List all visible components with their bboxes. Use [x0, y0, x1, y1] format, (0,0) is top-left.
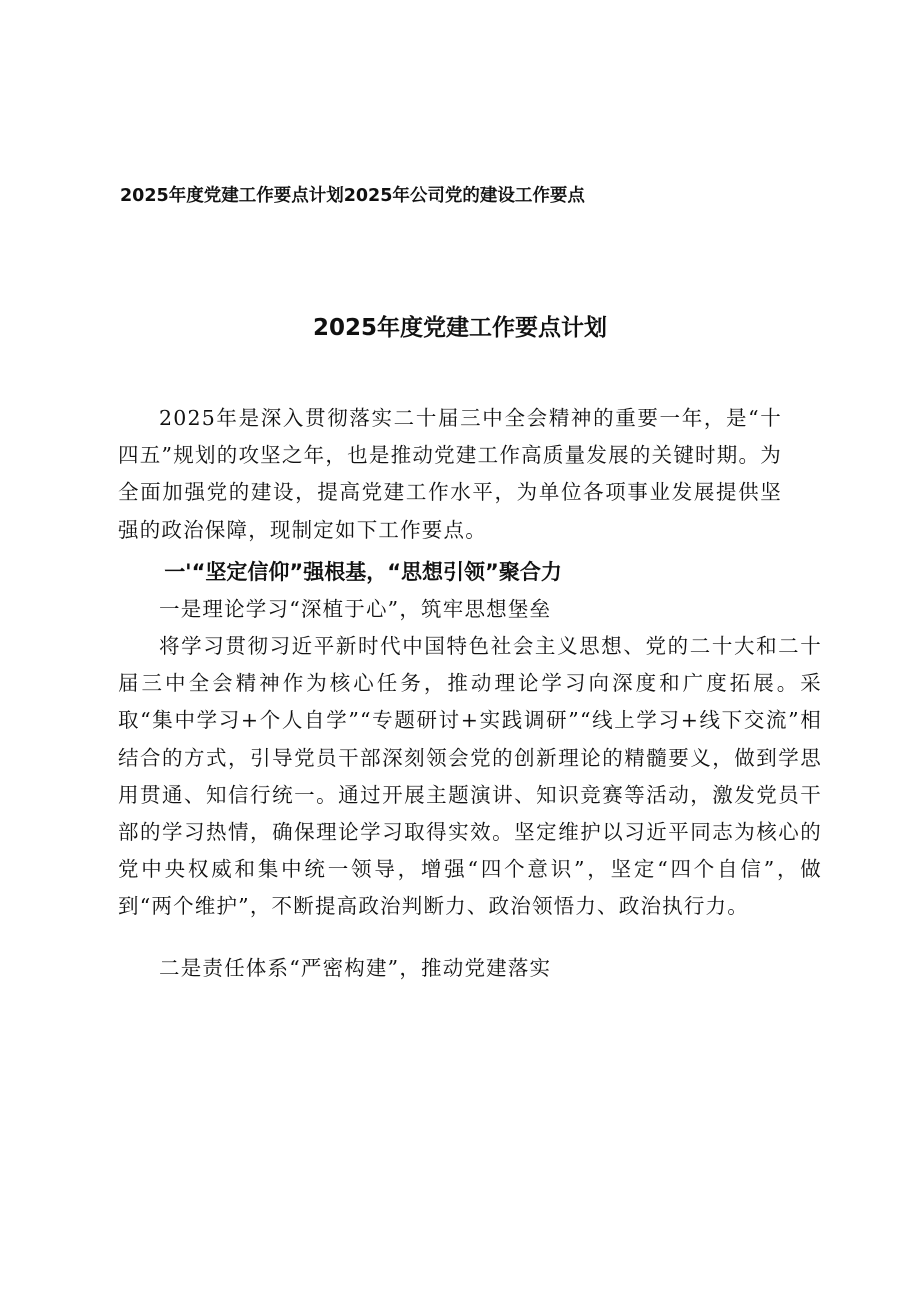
document-header: 2025年度党建工作要点计划2025年公司党的建设工作要点 — [120, 186, 585, 206]
document-title: 2025年度党建工作要点计划 — [312, 315, 607, 341]
document-body — [118, 400, 822, 987]
intro-paragraph: 2025年是深入贯彻落实二十届三中全会精神的重要一年，是“十四五”规划的攻坚之年，也是推动党建工作高质量发展的关键时期。为全面加强党的建设，提高党建工作水平，为单位各项事业发展提供坚强的政治保障，现制定如下工作要点。 — [118, 406, 782, 542]
sub-heading-1: 一是理论学习“深植于心”，筑牢思想堡垒 — [159, 596, 552, 621]
body-paragraph-1: 将学习贯彻习近平新时代中国特色社会主义思想、党的二十大和二十届三中全会精神作为核心任务，推动理论学习向深度和广度拓展。采取“集中学习+个人自学”“专题研讨+实践调研”“线上学习+线下交流”相结合的方式，引导党员干部深刻领会党的创新理论的精髓要义，做到学思用贯通、知信行统一。通过开展主题演讲、知识竞赛等活动，激发党员干部的学习热情，确保理论学习取得实效。坚定维护以习近平同志为核心的党中央权威和集中统一领导，增强“四个意识”，坚定“四个自信”，做到“两个维护”，不断提高政治判断力、政治领悟力、政治执行力。 — [118, 634, 822, 919]
section-heading-1: 一'“坚定信仰”强根基，“思想引领”聚合力 — [164, 559, 562, 584]
sub-heading-2: 二是责任体系“严密构建”，推动党建落实 — [159, 955, 552, 980]
